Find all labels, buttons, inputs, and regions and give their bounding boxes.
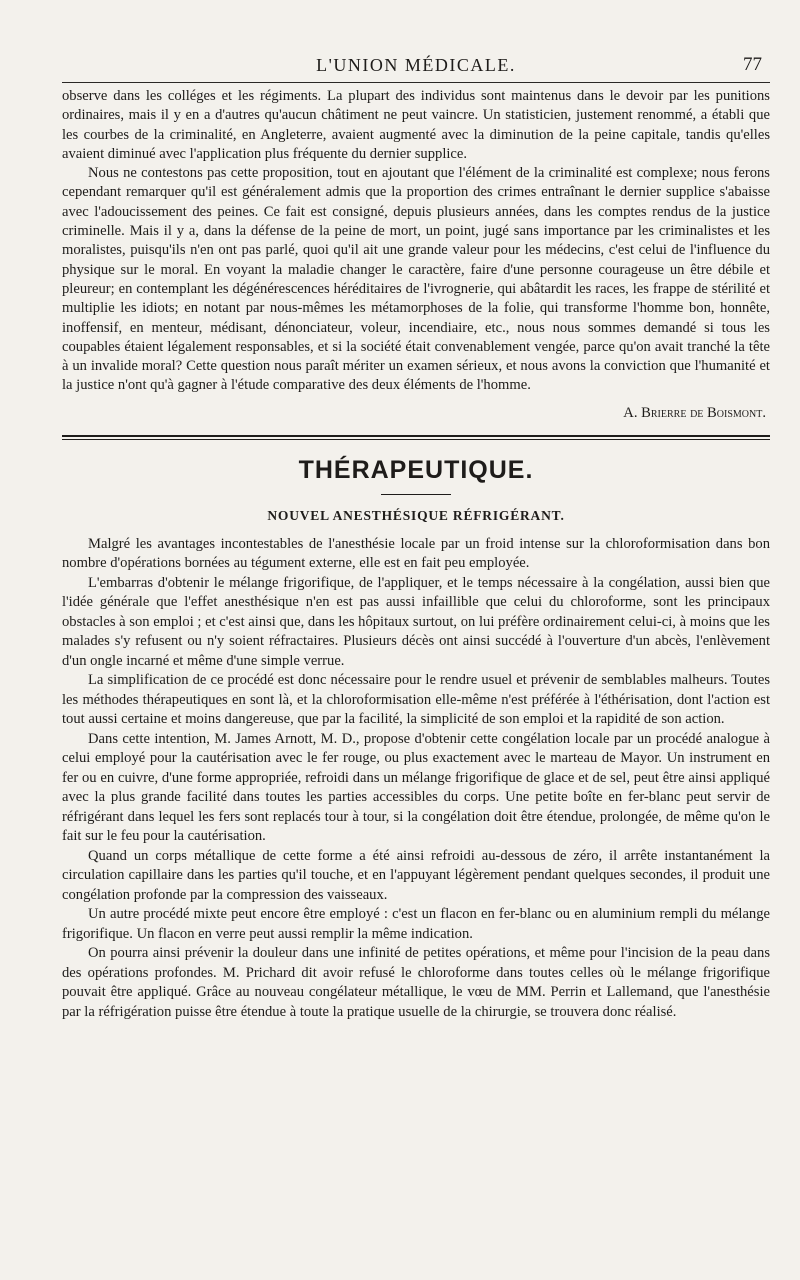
continued-article xyxy=(62,87,770,423)
section-divider xyxy=(62,435,770,440)
therapeutics-section xyxy=(62,454,770,1023)
paragraph: L'embarras d'obtenir le mélange frigorifique, de l'appliquer, et le temps nécessaire à la congélation, aussi bien que l'idée générale que l'effet anesthésique n'en est pas aussi infaillible que celui du chloroforme, sont les principaux obstacles à son emploi ; et c'est ainsi que, dans les hôpitaux surtout, on lui préfère ordinairement celui-ci, à moins que les malades s'y refusent ou n'y soient réfractaires. Plusieurs décès ont ainsi succédé à l'ouverture d'un abcès, l'enlèvement d'un ongle incarné et même d'une simple verrue. xyxy=(62,574,770,669)
running-title: L'UNION MÉDICALE. xyxy=(316,55,516,75)
header-rule xyxy=(62,82,770,83)
paragraph: observe dans les colléges et les régiments. La plupart des individus sont maintenus dans le devoir par les punitions ordinaires, mais il y en a d'autres qu'aucun châtiment ne peut vaincre. Un statisticien, justement renommé, a établi que les courbes de la criminalité, en Angleterre, avaient augmenté avec la diminution de la peine capitale, tandis qu'elles avaient diminué avec l'application plus fréquente du dernier supplice. xyxy=(62,88,770,162)
paragraph: Dans cette intention, M. James Arnott, M. D., propose d'obtenir cette congélation locale par un procédé analogue à celui employé pour la cautérisation avec le fer rouge, ou plus exactement avec le marteau de Mayor. Un instrument en fer ou en cuivre, d'une forme appropriée, refroidi dans un mélange frigorifique de glace et de sel, peut être ainsi appliqué avec la plus grande facilité dans toutes les parties accessibles du corps. Une petite boîte en fer-blanc peut servir de réfrigérant dans lequel les fers sont replacés tour à tour, si la congélation doit être étendue, prolongée, de même qu'on le fait sur le feu pour la cautérisation. xyxy=(62,730,770,845)
paragraph: On pourra ainsi prévenir la douleur dans une infinité de petites opérations, et même pour l'incision de la peau dans des opérations profondes. M. Prichard dit avoir refusé le chloroforme dans toutes celles où le mélange frigorifique pouvait être appliqué. Grâce au nouveau congélateur métallique, le vœu de MM. Perrin et Lallemand, que l'anesthésie par la réfrigération puisse être étendue à toute la pratique usuelle de la chirurgie, se trouvera donc réalisé. xyxy=(62,945,770,1020)
article-title: NOUVEL ANESTHÉSIQUE RÉFRIGÉRANT. xyxy=(267,507,565,523)
section-title: THÉRAPEUTIQUE. xyxy=(298,455,534,484)
paragraph: Malgré les avantages incontestables de l'anesthésie locale par un froid intense sur la chloroformisation dans bon nombre d'opérations bornées au tégument externe, elle est en fait peu employée. xyxy=(62,535,770,572)
paragraph: Nous ne contestons pas cette proposition, tout en ajoutant que l'élément de la criminalité est complexe; nous ferons cependant remarquer qu'il est généralement admis que la proportion des crimes entraînant le dernier supplice s'abaisse avec l'adoucissement des peines. Ce fait est consigné, depuis plusieurs années, dans les comptes rendus de la justice criminelle. Mais il y a, dans la défense de la peine de mort, un point, jugé sans importance par les criminalistes et les moralistes, puisqu'ils n'en ont pas parlé, quoi qu'il ait une grande valeur pour les médecins, c'est celui de l'influence du physique sur le moral. En voyant la maladie changer le caractère, faire d'une personne courageuse un être débile et pleureur; en contemplant les dégénérescences héréditaires de l'ivrognerie, qui abâtardit les races, les frappe de stérilité et multiplie les idiots; en notant par nous-mêmes les métamorphoses de la folie, qui transforme l'homme bon, honnête, inoffensif, en menteur, médisant, dénonciateur, voleur, incendiaire, etc., nous nous sommes demandé si tous les coupables étaient légalement responsables, et si la société était convenablement vengée, parce qu'on avait tranché la tête à un invalide moral? Cette question nous paraît mériter un examen sérieux, et nous avons la conviction que l'humanité et la justice n'ont qu'à gagner à l'étude comparative des deux éléments de l'homme. xyxy=(62,165,770,394)
page-number: 77 xyxy=(743,54,762,75)
paragraph: Quand un corps métallique de cette forme a été ainsi refroidi au-dessous de zéro, il arrête instantanément la circulation capillaire dans les parties qu'il touche, et en l'appuyant légèrement pendant quelques secondes, il produit une congélation profonde par la compression des vaisseaux. xyxy=(62,847,770,903)
author-signature: A. Brierre de Boismont. xyxy=(623,404,766,421)
paragraph: Un autre procédé mixte peut encore être employé : c'est un flacon en fer-blanc ou en aluminium rempli du mélange frigorifique. Un flacon en verre peut aussi remplir la même indication. xyxy=(62,906,770,942)
title-rule xyxy=(381,494,451,495)
paragraph: La simplification de ce procédé est donc nécessaire pour le rendre usuel et prévenir de semblables malheurs. Toutes les méthodes thérapeutiques en sont là, et la chloroformisation elle-même n'est préférée à l'éthérisation, dont l'action est tout aussi certaine et moins dangereuse, que par la facilité, la simplicité de son emploi et la rapidité de son action. xyxy=(62,672,770,728)
page-header xyxy=(62,50,770,80)
